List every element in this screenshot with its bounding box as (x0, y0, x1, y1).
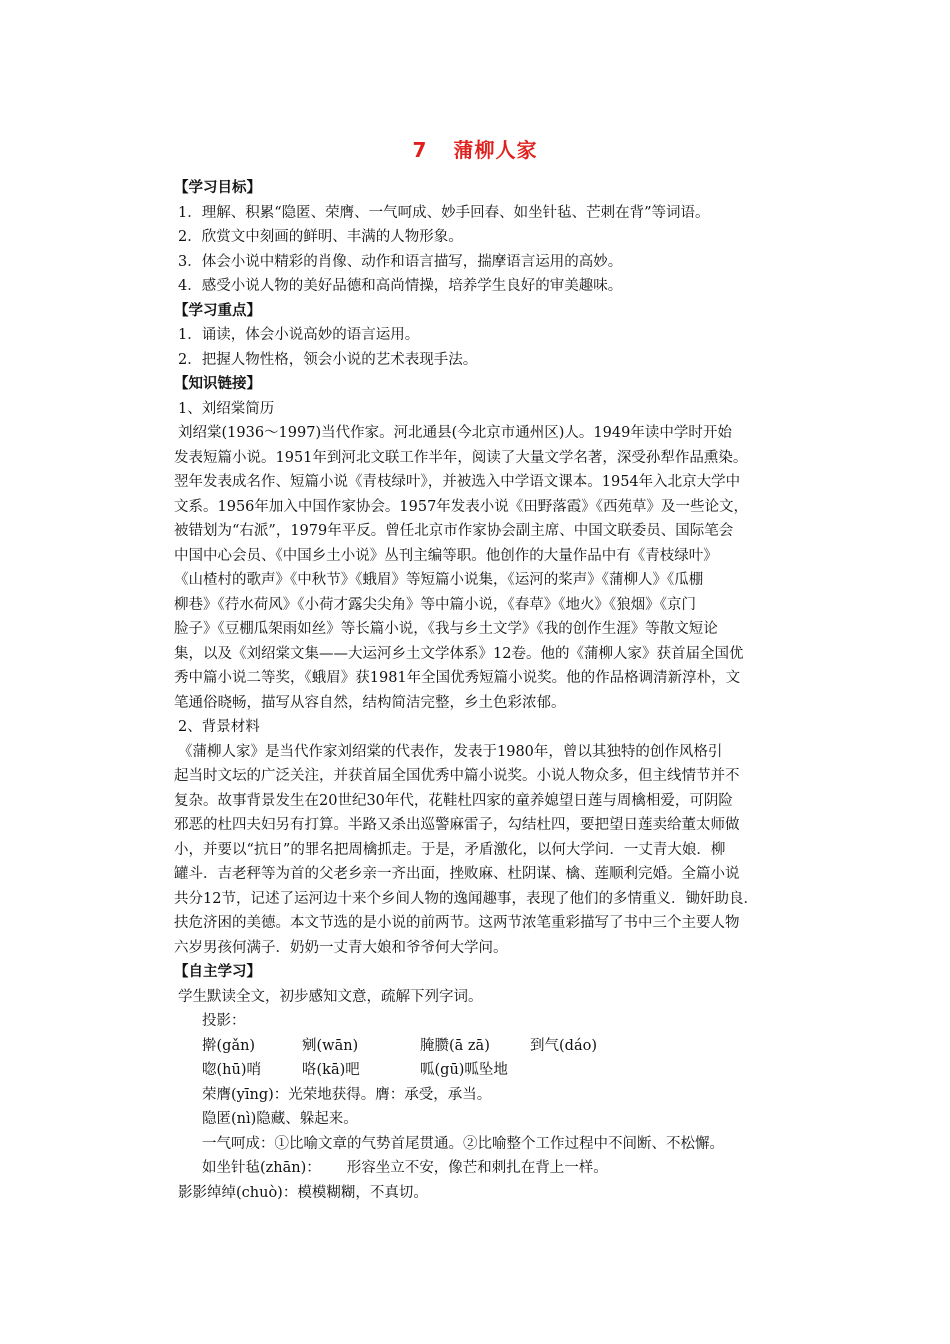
definition-term: 如坐针毡(zhān)： (202, 1160, 321, 1176)
pron-word: 咯(kā)吧 (302, 1062, 360, 1078)
title-text: 蒲柳人家 (453, 138, 538, 162)
section-heading-goals: 【学习目标】 (174, 180, 261, 196)
definition-text: 形容坐立不安，像芒和刺扎在背上一样。 (346, 1160, 608, 1176)
goal-item: 2．欣赏文中刻画的鲜明、丰满的人物形象。 (178, 229, 463, 245)
background-subheading: 2、背景材料 (178, 719, 260, 735)
pronunciation-row (174, 1034, 814, 1059)
background-line: 小，并要以“抗日”的罪名把周檎抓走。于是，矛盾激化，以何大学问．一丈青大娘．柳 (174, 841, 726, 858)
title-number: 7 (412, 138, 428, 162)
definition-line (174, 1156, 814, 1181)
section-heading-knowledge: 【知识链接】 (174, 376, 261, 392)
bio-line: 秀中篇小说二等奖，《蛾眉》获1981年全国优秀短篇小说奖。他的作品格调清新淳朴，文 (174, 670, 741, 686)
definition-line: 影影绰绰(chuò)：模模糊糊，不真切。 (178, 1184, 428, 1201)
bio-line: 《山楂村的歌声》《中秋节》《蛾眉》等短篇小说集，《运河的桨声》《蒲柳人》《瓜棚 (174, 572, 704, 588)
pron-word: 到气(dáo) (530, 1037, 597, 1054)
background-line: 起当时文坛的广泛关注，并获首届全国优秀中篇小说奖。小说人物众多，但主线情节并不 (174, 768, 740, 784)
focus-item: 1．诵读，体会小说高妙的语言运用。 (178, 327, 420, 343)
background-line: 共分12节，记述了运河边十来个乡间人物的逸闻趣事，表现了他们的多情重义．锄奸助良． (174, 890, 758, 907)
focus-item: 2．把握人物性格，领会小说的艺术表现手法。 (178, 351, 478, 368)
bio-line: 笔通俗晓畅，描写从容自然，结构简洁完整，乡土色彩浓郁。 (174, 694, 566, 711)
projection-label: 投影： (202, 1013, 246, 1029)
definition-line: 隐匿(nì)隐藏、躲起来。 (202, 1111, 358, 1127)
section-heading-focus: 【学习重点】 (174, 302, 261, 319)
goal-item: 3．体会小说中精彩的肖像、动作和语言描写，揣摩语言运用的高妙。 (178, 253, 623, 270)
bio-line: 中国中心会员、《中国乡土小说》丛刊主编等职。他创作的大量作品中有《青枝绿叶》 (174, 547, 718, 564)
background-line: 复杂。故事背景发生在20世纪30年代，花鞋杜四家的童养媳望日莲与周檎相爱，可阴险 (174, 792, 733, 809)
bio-line: 柳巷》《荇水荷风》《小荷才露尖尖角》等中篇小说，《春草》《地火》《狼烟》《京门 (174, 596, 696, 613)
pron-word: 剜(wān) (302, 1037, 359, 1054)
pronunciation-row (174, 1058, 814, 1083)
definition-line: 荣膺(yīng)：光荣地获得。膺：承受，承当。 (202, 1086, 492, 1103)
background-line: 罐斗．吉老秤等为首的父老乡亲一齐出面，挫败麻、杜阴谋、檎、莲顺利完婚。全篇小说 (174, 866, 740, 882)
document-body (174, 176, 814, 1205)
definition-line: 一气呵成：①比喻文章的气势首尾贯通。②比喻整个工作过程中不间断、不松懈。 (202, 1135, 724, 1152)
bio-line: 脸子》《豆棚瓜架雨如丝》等长篇小说，《我与乡土文学》《我的创作生涯》等散文短论 (174, 621, 718, 637)
pron-word: 腌臜(ā zā) (420, 1037, 490, 1054)
bio-line: 发表短篇小说。1951年到河北文联工作半年，阅读了大量文学名著，深受孙犁作品熏染。 (174, 449, 748, 466)
pron-word: 呱(gū)呱坠地 (420, 1062, 508, 1078)
goal-item: 1．理解、积累“隐匿、荣膺、一气呵成、妙手回春、如坐针毡、芒刺在背”等词语。 (178, 204, 710, 221)
bio-subheading: 1、刘绍棠简历 (178, 400, 275, 417)
background-line: 《蒲柳人家》是当代作家刘绍棠的代表作，发表于1980年，曾以其独特的创作风格引 (178, 743, 723, 760)
bio-line: 刘绍棠(1936～1997)当代作家。河北通县(今北京市通州区)人。1949年读中学时开始 (178, 425, 732, 441)
background-line: 六岁男孩何满子．奶奶一丈青大娘和爷爷何大学问。 (174, 939, 508, 956)
bio-line: 集，以及《刘绍棠文集——大运河乡土文学体系》12卷。他的《蒲柳人家》获首届全国优 (174, 645, 744, 662)
page-title (0, 134, 950, 163)
selfstudy-intro: 学生默读全文，初步感知文意，疏解下列字词。 (178, 988, 483, 1005)
pron-word: 擀(gǎn) (202, 1037, 256, 1054)
bio-line: 文系。1956年加入中国作家协会。1957年发表小说《田野落霞》《西苑草》及一些论文， (174, 498, 749, 515)
background-line: 扶危济困的美德。本文节选的是小说的前两节。这两节浓笔重彩描写了书中三个主要人物 (174, 915, 740, 931)
bio-line: 被错划为“右派”，1979年平反。曾任北京市作家协会副主席、中国文联委员、国际笔会 (174, 523, 734, 539)
background-line: 邪恶的杜四夫妇另有打算。半路又杀出巡警麻雷子，勾结杜四，要把望日莲卖给董太师做 (174, 817, 740, 833)
bio-line: 翌年发表成名作、短篇小说《青枝绿叶》，并被选入中学语文课本。1954年入北京大学中 (174, 474, 741, 490)
section-heading-selfstudy: 【自主学习】 (174, 964, 261, 980)
goal-item: 4．感受小说人物的美好品德和高尚情操，培养学生良好的审美趣味。 (178, 278, 623, 294)
pron-word: 唿(hū)哨 (202, 1062, 261, 1078)
